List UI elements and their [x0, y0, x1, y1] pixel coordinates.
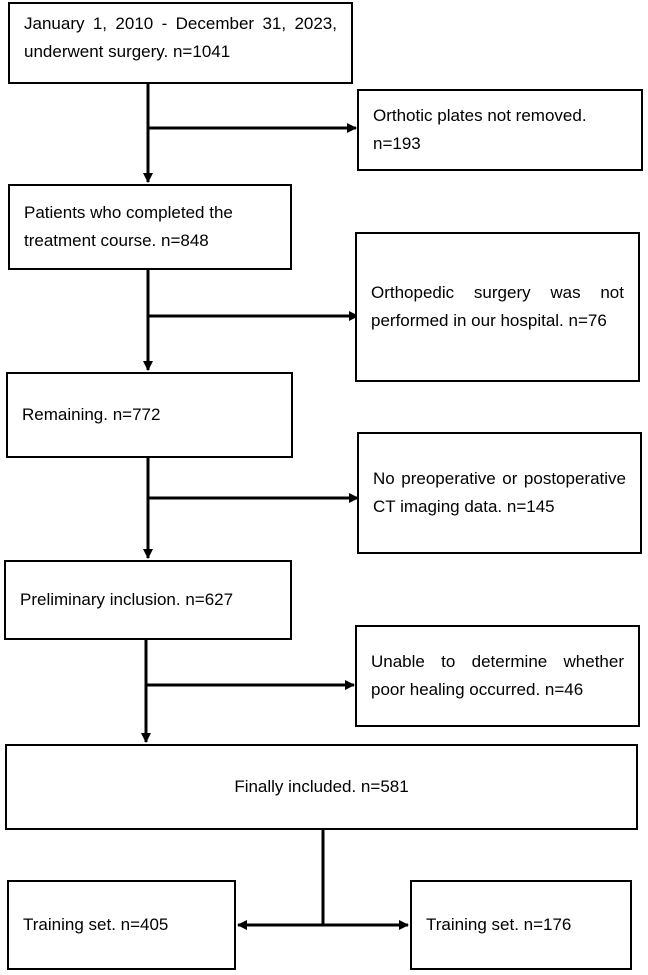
step-final	[5, 744, 638, 830]
step-remaining	[6, 372, 293, 458]
exclusion-ct-text: No preoperative or postoperative CT imaging data. n=145	[373, 469, 626, 516]
exclusion-ct	[357, 432, 642, 554]
split-right-text: Training set. n=176	[426, 915, 572, 934]
exclusion-hospital-text: Orthopedic surgery was not performed in our hospital. n=76	[371, 283, 624, 330]
step-completed	[8, 184, 292, 270]
step-surgery	[8, 2, 353, 84]
split-left-text: Training set. n=405	[23, 915, 169, 934]
step-preliminary	[4, 560, 292, 640]
exclusion-plates-text: Orthotic plates not removed. n=193	[373, 106, 587, 153]
step-surgery-text: January 1, 2010 - December 31, 2023, underwent surgery. n=1041	[24, 14, 337, 61]
split-left	[7, 880, 236, 970]
exclusion-healing-text: Unable to determine whether poor healing occurred. n=46	[371, 652, 624, 699]
step-completed-text: Patients who completed the treatment course. n=848	[24, 203, 233, 250]
step-final-text: Finally included. n=581	[234, 777, 409, 796]
exclusion-healing	[355, 625, 640, 727]
split-right	[410, 880, 632, 970]
step-preliminary-text: Preliminary inclusion. n=627	[20, 590, 234, 609]
exclusion-hospital	[355, 232, 640, 382]
step-remaining-text: Remaining. n=772	[22, 405, 161, 424]
exclusion-plates	[357, 89, 643, 171]
